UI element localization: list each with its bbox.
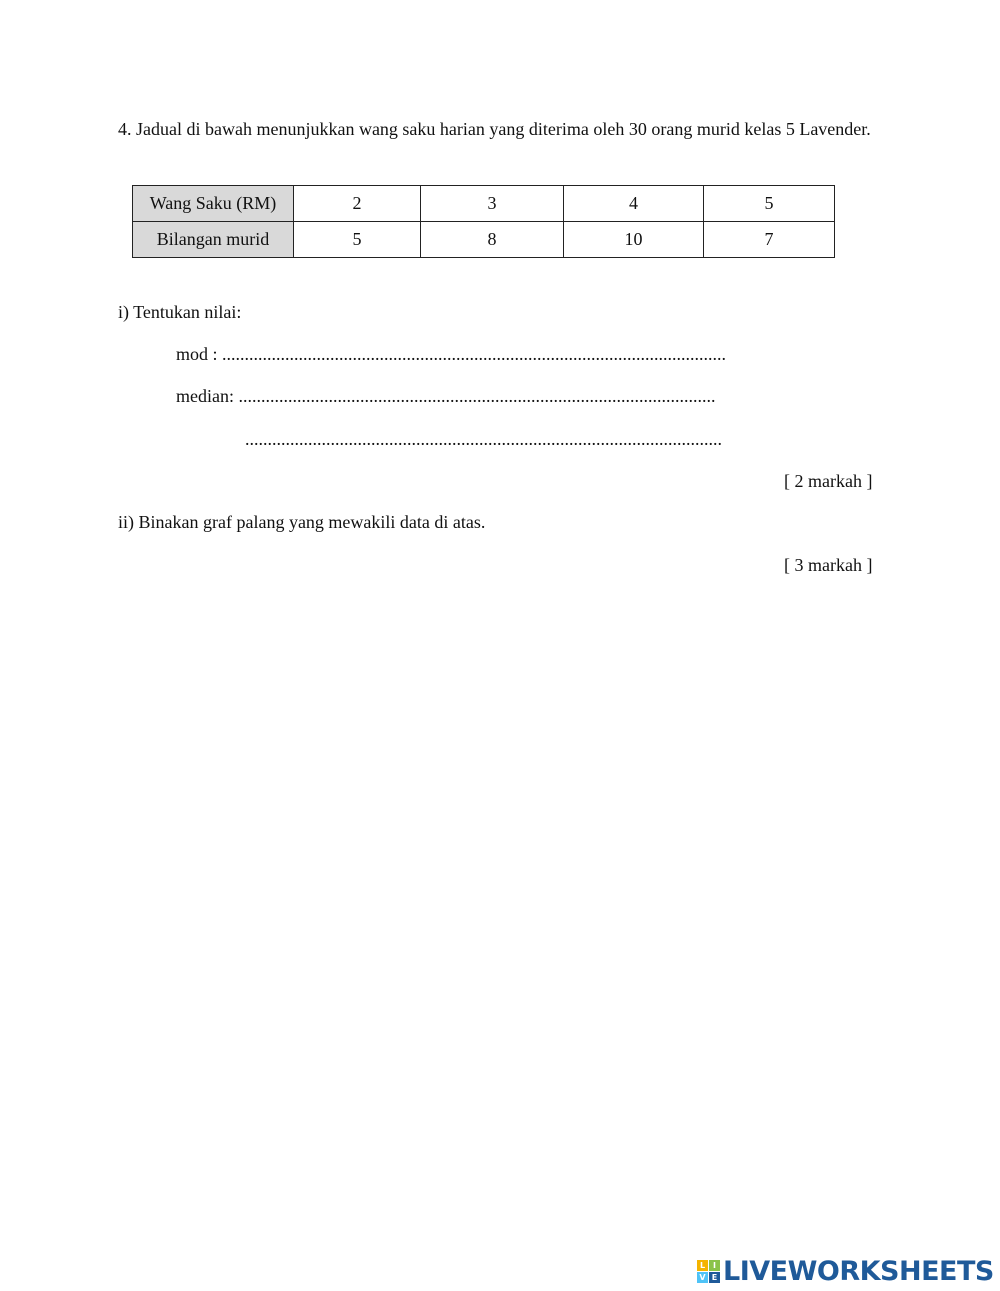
part-ii-label: ii) Binakan graf palang yang mewakili data di atas.: [118, 512, 486, 532]
question-text: 4. Jadual di bawah menunjukkan wang saku harian yang diterima oleh 30 orang murid kelas 5 Lavender.: [118, 119, 871, 139]
liveworksheets-logo: [697, 1256, 994, 1286]
logo-letter-e: E: [709, 1272, 720, 1283]
table-cell: 4: [564, 186, 704, 222]
part-ii-marks: [ 3 markah ]: [784, 555, 873, 575]
table-cell: 10: [564, 222, 704, 258]
table-cell: 2: [294, 186, 421, 222]
mod-answer-line[interactable]: mod : ................................................................................................................: [176, 344, 727, 364]
table-cell: 5: [704, 186, 835, 222]
table-cell: 5: [294, 222, 421, 258]
row-header-bilangan-murid: Bilangan murid: [133, 222, 294, 258]
logo-letter-v: V: [697, 1272, 708, 1283]
median-answer-line[interactable]: median: ..........................................................................................................: [176, 386, 716, 406]
table-row: [133, 186, 835, 222]
data-table: [132, 185, 835, 258]
table-cell: 8: [421, 222, 564, 258]
table-cell: 3: [421, 186, 564, 222]
logo-letter-i: I: [709, 1260, 720, 1271]
row-header-wang-saku: Wang Saku (RM): [133, 186, 294, 222]
median-continuation-line[interactable]: ..........................................................................................................: [245, 429, 722, 449]
logo-text: LIVEWORKSHEETS: [723, 1255, 994, 1287]
logo-mark-icon: [697, 1260, 720, 1283]
part-i-label: i) Tentukan nilai:: [118, 302, 242, 322]
table-row: [133, 222, 835, 258]
part-i-marks: [ 2 markah ]: [784, 471, 873, 491]
logo-letter-l: L: [697, 1260, 708, 1271]
table-cell: 7: [704, 222, 835, 258]
